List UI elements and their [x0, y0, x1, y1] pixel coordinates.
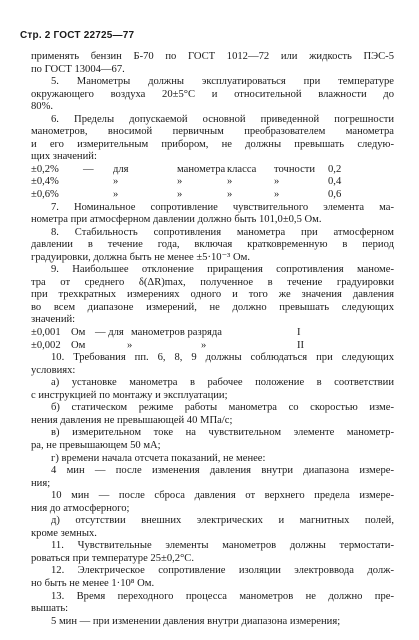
row-ditto: » — [113, 176, 119, 188]
text-line: во всем диапазоне измерений, не должно превышать следующих — [31, 301, 394, 313]
row-ditto: » — [227, 176, 233, 188]
row-ditto: » — [274, 189, 280, 201]
text-line: ния до атмосферного; — [31, 502, 130, 514]
text-line: с инструкцией по монтажу и эксплуатации; — [31, 389, 228, 401]
text-line: условиях: — [31, 364, 76, 376]
row-ditto: » — [113, 189, 119, 201]
text-line: щих значений: — [31, 151, 97, 163]
row-unit: Ом — [71, 327, 86, 339]
text-line: а) установке манометра в рабочее положение в соответствии — [51, 377, 394, 389]
text-line: вышать: — [31, 603, 69, 615]
row-value: ±0,4% — [31, 176, 59, 188]
text-line: г) времени начала отсчета показаний, не менее: — [51, 452, 266, 464]
text-line: 80%. — [31, 101, 54, 113]
text-line: окружающего воздуха 20±5°С и относительной влажности до — [31, 88, 394, 100]
row-ditto: » — [274, 176, 280, 188]
row-dash: — — [83, 163, 94, 175]
row-text: точности — [274, 163, 316, 175]
row-rank: II — [297, 339, 305, 351]
text-line: градуировки, должна быть не менее ±5·10⁻³ Ом. — [31, 251, 250, 263]
text-line: 10. Требования пп. 6, 8, 9 должны соблюдаться при следующих — [51, 352, 394, 364]
text-line: применять бензин Б-70 по ГОСТ 1012—72 или жидкость ПЭС-5 — [31, 51, 394, 62]
row-class: 0,6 — [328, 189, 342, 201]
text-line: манометров, вносимой первичным преобразователем манометра — [31, 126, 394, 138]
text-line: в) измерительном токе на чувствительном элементе манометр- — [51, 427, 394, 439]
accuracy-row — [31, 189, 394, 202]
row-ditto: » — [177, 176, 183, 188]
row-class: 0,2 — [328, 163, 342, 175]
text-line: давлении в течение года, включая кратковременную в период — [31, 239, 394, 251]
row-text: для — [113, 163, 129, 175]
row-ditto: » — [227, 189, 233, 201]
accuracy-row — [31, 164, 394, 177]
row-ditto: » — [201, 339, 207, 351]
row-ditto: » — [177, 189, 183, 201]
text-line: 12. Электрическое сопротивление изоляции электроввода долж- — [51, 565, 394, 577]
text-line: 6. Пределы допускаемой основной приведенной погрешности — [51, 113, 394, 125]
row-dash — [83, 189, 113, 202]
text-line: 5. Манометры должны эксплуатироваться при температуре — [51, 76, 394, 88]
text-line: 13. Время переходного процесса манометров не должно пре- — [51, 590, 394, 602]
text-line: 5 мин — при изменении давления внутри диапазона измерения; — [51, 615, 341, 627]
text-line: 4 мин — после изменения давления внутри диапазона измере- — [51, 465, 394, 477]
text-line: 7. Номинальное сопротивление чувствительного элемента ма- — [51, 201, 394, 213]
row-value: ±0,001 — [31, 327, 61, 339]
row-class: 0,4 — [328, 176, 342, 188]
row-unit: Ом — [71, 339, 86, 351]
row-text: манометра — [177, 163, 226, 175]
text-line: 10 мин — после сброса давления от верхнего предела измере- — [51, 490, 394, 502]
row-text: класса — [227, 163, 257, 175]
text-line: нения давления не превышающей 40 МПа/с; — [31, 414, 233, 426]
row-dash — [83, 176, 113, 189]
document-body — [31, 51, 394, 628]
row-text: — для — [95, 327, 124, 339]
text-line: д) отсутствии внешних электрических и магнитных полей, — [51, 515, 394, 527]
row-ditto: » — [127, 339, 133, 351]
text-line: и его измерительным прибором, не должны превышать следую- — [31, 138, 394, 150]
rank-row — [31, 340, 394, 353]
text-line: при трехкратных измерениях одного и того же значения давления — [31, 289, 394, 301]
row-value: ±0,002 — [31, 339, 61, 351]
text-line: нометра при атмосферном давлении должно быть 101,0±0,5 Ом. — [31, 214, 322, 226]
row-value: ±0,2% — [31, 163, 59, 175]
accuracy-row — [31, 176, 394, 189]
text-line: ния; — [31, 477, 51, 489]
page-header: Стр. 2 ГОСТ 22725—77 — [20, 30, 135, 41]
text-line: значений: — [31, 314, 76, 326]
row-value: ±0,6% — [31, 189, 59, 201]
text-line: роваться при температуре 25±0,2°С. — [31, 552, 195, 564]
text-line: но быть не менее 1·10⁸ Ом. — [31, 577, 155, 589]
row-rank: I — [297, 327, 301, 339]
text-line: 11. Чувствительные элементы манометров должны термостати- — [51, 540, 394, 552]
rank-row — [31, 327, 394, 340]
text-line: ра, не превышающем 50 мА; — [31, 439, 161, 451]
text-line: тра от среднего δ(ΔR)max, полученное в течение градуировки — [31, 276, 394, 288]
text-line: б) статическом режиме работы манометра со скоростью изме- — [51, 402, 394, 414]
text-line: кроме земных. — [31, 527, 97, 539]
row-text: манометров разряда — [131, 327, 222, 339]
text-line: по ГОСТ 13004—67. — [31, 63, 125, 75]
text-line: 8. Стабильность сопротивления манометра при атмосферном — [51, 226, 394, 238]
text-line: 9. Наибольшее отклонение приращения сопротивления маномe- — [51, 264, 394, 276]
